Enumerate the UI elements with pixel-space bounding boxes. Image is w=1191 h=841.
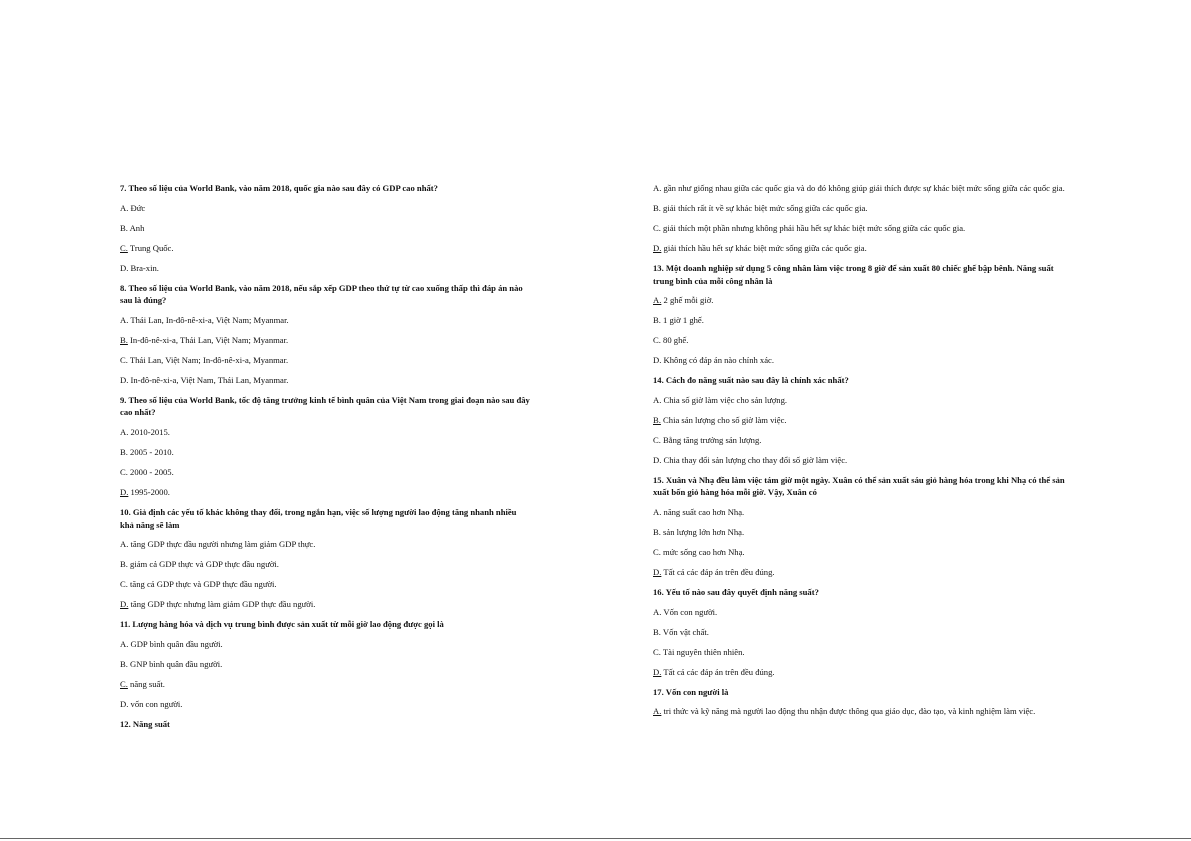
answer-text: Trung Quốc.	[129, 242, 174, 253]
question-text: 11. Lượng hàng hóa và dịch vụ trung bình được sản xuất từ mỗi giờ lao động được gọi là	[120, 619, 444, 630]
answer-text: giải thích hầu hết sự khác biệt mức sống giữa các quốc gia.	[663, 243, 867, 253]
answer-letter: C.	[653, 546, 661, 557]
answer-option	[120, 486, 532, 498]
answer-option	[653, 626, 1065, 638]
answer-text: tăng GDP thực nhưng làm giảm GDP thực đầu người.	[130, 599, 316, 610]
answer-letter: A.	[120, 638, 129, 649]
answer-option	[120, 374, 532, 386]
question-text: 14. Cách đo năng suất nào sau đây là chính xác nhất?	[653, 375, 849, 386]
answer-text: năng suất.	[130, 678, 165, 689]
answer-option	[120, 638, 532, 650]
answer-text: gần như giống nhau giữa các quốc gia và do đó không giúp giải thích được sự khác biệt mức sống giữa các quốc gia.	[663, 183, 1065, 193]
answer-option	[120, 538, 532, 550]
answer-text: mức sống cao hơn Nhạ.	[663, 546, 745, 557]
answer-text: In-đô-nê-xi-a, Việt Nam, Thái Lan, Myanmar.	[130, 374, 289, 385]
answer-option	[120, 658, 532, 670]
answer-letter-correct: A.	[653, 706, 662, 717]
answer-text: giải thích rất ít về sự khác biệt mức sống giữa các quốc gia.	[663, 203, 868, 213]
answer-option	[120, 354, 532, 366]
answer-letter: D.	[120, 262, 129, 273]
answer-letter: A.	[653, 183, 662, 193]
answer-text: 1 giờ 1 ghế.	[663, 315, 704, 326]
answer-text: sản lượng lớn hơn Nhạ.	[663, 526, 745, 537]
answer-option	[653, 506, 1065, 518]
answer-letter: C.	[653, 223, 661, 233]
answer-letter: A.	[653, 606, 662, 617]
answer-option	[653, 414, 1065, 426]
answer-letter: B.	[653, 526, 661, 537]
answer-letter: A.	[120, 539, 129, 550]
answer-letter: B.	[653, 626, 661, 637]
answer-text: GDP bình quân đầu người.	[130, 638, 223, 649]
answer-text: tri thức và kỹ năng mà người lao động thu nhận được thông qua giáo dục, đào tạo, và kinh nghiệm làm việc.	[663, 706, 1036, 717]
answer-text: In-đô-nê-xi-a, Thái Lan, Việt Nam; Myanmar.	[130, 334, 289, 345]
answer-text: Vốn con người.	[663, 606, 718, 617]
answer-letter: A.	[120, 202, 129, 213]
answer-text: vốn con người.	[130, 698, 183, 709]
answer-text: 2005 - 2010.	[130, 446, 174, 457]
answer-text: GNP bình quân đầu người.	[130, 658, 223, 669]
answer-option	[120, 262, 532, 274]
answer-letter: A.	[653, 394, 662, 405]
answer-letter-correct: B.	[120, 334, 128, 345]
answer-option	[120, 466, 532, 478]
answer-letter: B.	[120, 222, 128, 233]
answer-option	[653, 242, 1065, 254]
answer-letter: C.	[653, 335, 661, 346]
answer-text: Đức	[130, 202, 146, 213]
answer-option	[120, 314, 532, 326]
question-text: 8. Theo số liệu của World Bank, vào năm 2018, nếu sắp xếp GDP theo thứ tự từ cao xuống thấp thì đáp án nào sau là đúng?	[120, 282, 523, 306]
answer-letter: C.	[653, 434, 661, 445]
answer-option	[653, 222, 1065, 234]
answer-letter: D.	[653, 355, 662, 366]
question-text: 13. Một doanh nghiệp sử dụng 5 công nhân làm việc trong 8 giờ để sản xuất 80 chiếc ghế bập bênh. Năng suất trung bình của mỗi công nhân là	[653, 263, 1054, 286]
answer-option	[120, 202, 532, 214]
answer-text: Tất cả các đáp án trên đều đúng.	[663, 566, 775, 577]
answer-option	[120, 426, 532, 438]
answer-text: Thái Lan, Việt Nam; In-đô-nê-xi-a, Myanmar.	[129, 354, 289, 365]
answer-text: Vốn vật chất.	[662, 626, 709, 637]
answer-letter: A.	[120, 426, 129, 437]
answer-letter: B.	[120, 559, 128, 570]
question-text: 9. Theo số liệu của World Bank, tốc độ tăng trưởng kinh tế bình quân của Việt Nam trong giai đoạn nào sau đây cao nhất?	[120, 394, 530, 418]
answer-text: giảm cả GDP thực và GDP thực đầu người.	[130, 559, 279, 570]
right-column	[653, 182, 1065, 725]
answer-text: 2000 - 2005.	[130, 466, 174, 477]
page-bottom-rule	[0, 838, 1191, 839]
answer-option	[653, 546, 1065, 558]
left-column	[120, 182, 532, 737]
question-text: 10. Giả định các yếu tố khác không thay đổi, trong ngắn hạn, việc số lượng người lao động tăng nhanh nhiều khả năng sẽ làm	[120, 506, 517, 530]
answer-letter: C.	[120, 579, 128, 590]
answer-letter-correct: D.	[120, 599, 129, 610]
answer-text: Tất cả các đáp án trên đều đúng.	[663, 666, 775, 677]
answer-option	[653, 606, 1065, 618]
answer-option	[120, 578, 532, 590]
answer-option	[653, 314, 1065, 326]
answer-letter-correct: B.	[653, 414, 661, 425]
answer-option	[653, 394, 1065, 406]
answer-option	[653, 202, 1065, 214]
question-text: 17. Vốn con người là	[653, 686, 729, 697]
answer-text: 2010-2015.	[130, 426, 170, 437]
answer-option	[653, 182, 1065, 194]
answer-option	[653, 334, 1065, 346]
answer-letter: D.	[120, 698, 129, 709]
answer-option	[653, 666, 1065, 678]
answer-option	[120, 334, 532, 346]
answer-text: tăng GDP thực đầu người nhưng làm giảm GDP thực.	[130, 539, 316, 550]
answer-text: 2 ghế mỗi giờ.	[663, 295, 714, 306]
answer-letter-correct: D.	[653, 566, 662, 577]
answer-letter-correct: C.	[120, 242, 128, 253]
answer-option	[120, 598, 532, 610]
answer-text: 1995-2000.	[130, 486, 170, 497]
answer-letter: C.	[653, 646, 661, 657]
answer-letter: C.	[120, 354, 128, 365]
answer-option	[120, 242, 532, 254]
answer-option	[653, 526, 1065, 538]
answer-text: Bằng tăng trưởng sản lượng.	[663, 434, 762, 445]
answer-letter: B.	[120, 446, 128, 457]
answer-option	[653, 354, 1065, 366]
answer-text: năng suất cao hơn Nhạ.	[663, 506, 745, 517]
answer-letter-correct: C.	[120, 678, 128, 689]
answer-option	[653, 705, 1065, 717]
answer-letter: C.	[120, 466, 128, 477]
answer-text: Anh	[129, 222, 145, 233]
answer-letter: A.	[120, 314, 129, 325]
answer-letter: D.	[653, 454, 662, 465]
question-text: 16. Yếu tố nào sau đây quyết định năng suất?	[653, 586, 819, 597]
answer-text: Bra-xin.	[130, 262, 159, 273]
answer-letter-correct: D.	[120, 486, 129, 497]
answer-option	[120, 678, 532, 690]
question-text: 7. Theo số liệu của World Bank, vào năm 2018, quốc gia nào sau đây có GDP cao nhất?	[120, 183, 438, 193]
answer-text: giải thích một phần nhưng không phải hầu hết sự khác biệt mức sống giữa các quốc gia.	[663, 223, 966, 233]
answer-option	[653, 294, 1065, 306]
answer-text: tăng cả GDP thực và GDP thực đầu người.	[130, 579, 277, 590]
answer-text: Chia thay đổi sản lượng cho thay đổi số giờ làm việc.	[663, 454, 848, 465]
answer-option	[120, 698, 532, 710]
answer-option	[120, 222, 532, 234]
answer-letter: B.	[120, 658, 128, 669]
answer-text: Chia số giờ làm việc cho sản lượng.	[663, 394, 788, 405]
answer-letter-correct: A.	[653, 295, 662, 306]
answer-letter: B.	[653, 315, 661, 326]
answer-option	[653, 434, 1065, 446]
answer-option	[120, 446, 532, 458]
answer-letter-correct: D.	[653, 666, 662, 677]
answer-option	[120, 558, 532, 570]
answer-text: Thái Lan, In-đô-nê-xi-a, Việt Nam; Myanmar.	[130, 314, 289, 325]
answer-letter-correct: D.	[653, 243, 662, 253]
question-text: 12. Năng suất	[120, 718, 170, 729]
answer-letter: B.	[653, 203, 661, 213]
question-text: 15. Xuân và Nhạ đều làm việc tám giờ một ngày. Xuân có thể sản xuất sáu giỏ hàng hóa trong khi Nhạ có thể sản xuất bốn giỏ hàng hóa mỗi giờ. Vậy, Xuân có	[653, 474, 1065, 498]
answer-letter: D.	[120, 374, 129, 385]
answer-text: Tài nguyên thiên nhiên.	[662, 646, 745, 657]
answer-text: Không có đáp án nào chính xác.	[663, 355, 775, 366]
answer-option	[653, 646, 1065, 658]
answer-option	[653, 454, 1065, 466]
answer-text: Chia sản lượng cho số giờ làm việc.	[663, 414, 787, 425]
answer-text: 80 ghế.	[663, 335, 689, 346]
answer-letter: A.	[653, 506, 662, 517]
answer-option	[653, 566, 1065, 578]
